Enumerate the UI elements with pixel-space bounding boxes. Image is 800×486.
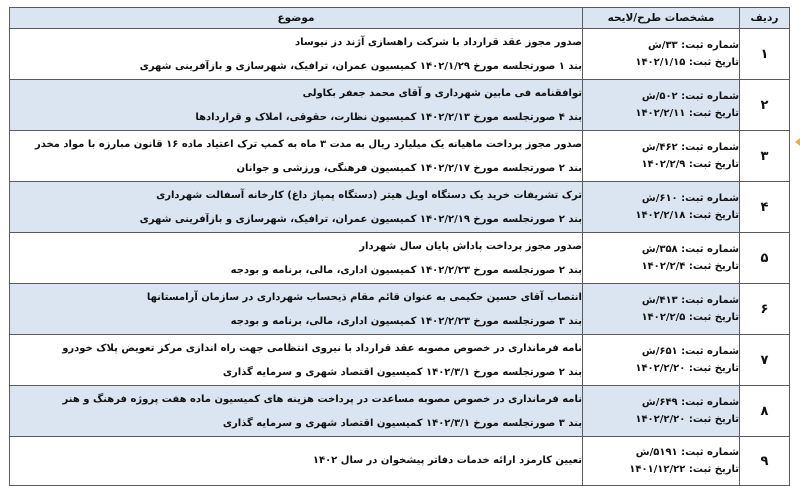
table-row	[10, 233, 790, 284]
row-number: ۶	[740, 284, 790, 335]
spec-cell	[583, 335, 740, 386]
registration-date: تاریخ ثبت: ۱۴۰۲/۲/۲۰	[635, 414, 739, 425]
subject-title: توافقنامه فی مابین شهرداری و آقای محمد جعفر بکاولی	[302, 87, 582, 99]
subject-clause: بند ۲ صورتجلسه مورخ ۱۴۰۲/۲/۲۳ کمیسیون اداری، مالی، برنامه و بودجه	[230, 264, 582, 276]
table-row	[10, 386, 790, 437]
subject-title: صدور مجوز پرداخت پاداش پایان سال شهردار	[359, 240, 582, 252]
subject-title: نامه فرمانداری در خصوص مصوبه عقد قرارداد با نیروی انتظامی جهت راه اندازی مرکز تعویض پلاک خودرو	[62, 342, 582, 354]
row-number: ۵	[740, 233, 790, 284]
subject-cell	[10, 386, 583, 437]
header-subject: موضوع	[10, 8, 583, 29]
row-number: ۳	[740, 131, 790, 182]
registration-date: تاریخ ثبت: ۱۴۰۲/۲/۵	[641, 312, 739, 323]
spec-cell	[583, 233, 740, 284]
resolutions-table	[9, 7, 790, 486]
header-row	[10, 8, 790, 29]
row-number: ۱	[740, 29, 790, 80]
spec-cell	[583, 80, 740, 131]
table-row	[10, 80, 790, 131]
registration-date: تاریخ ثبت: ۱۴۰۲/۲/۱۱	[635, 108, 739, 119]
registration-number: شماره ثبت: ۵۰۲/ش	[641, 91, 739, 102]
spec-cell	[583, 284, 740, 335]
subject-cell	[10, 131, 583, 182]
table-row	[10, 284, 790, 335]
row-number: ۹	[740, 437, 790, 486]
subject-cell	[10, 437, 583, 486]
subject-clause: بند ۱ صورتجلسه مورخ ۱۴۰۲/۱/۲۹ کمیسیون عمران، ترافیک، شهرسازی و بازآفرینی شهری	[139, 60, 582, 72]
table-row	[10, 182, 790, 233]
subject-cell	[10, 233, 583, 284]
registration-number: شماره ثبت: ۶۱۰/ش	[641, 193, 739, 204]
subject-clause: بند ۴ صورتجلسه مورخ ۱۴۰۲/۲/۱۳ کمیسیون نظارت، حقوقی، املاک و قراردادها	[195, 111, 582, 123]
subject-cell	[10, 182, 583, 233]
registration-date: تاریخ ثبت: ۱۴۰۲/۲/۱۸	[635, 210, 739, 221]
registration-date: تاریخ ثبت: ۱۴۰۲/۲/۹	[641, 159, 739, 170]
registration-number: شماره ثبت: ۶۴۹/ش	[641, 397, 739, 408]
subject-title: ترک تشریفات خرید یک دستگاه اویل هیتر (دستگاه پمپاژ داغ) کارخانه آسفالت شهرداری	[156, 189, 582, 201]
subject-title: تعیین کارمزد ارائه خدمات دفاتر پیشخوان در سال ۱۴۰۲	[312, 455, 582, 466]
subject-cell	[10, 284, 583, 335]
spec-cell	[583, 131, 740, 182]
registration-number: شماره ثبت: ۶۵۱/ش	[641, 346, 739, 357]
subject-clause: بند ۳ صورتجلسه مورخ ۱۴۰۲/۲/۲۳ کمیسیون اداری، مالی، برنامه و بودجه	[230, 315, 582, 327]
registration-number: شماره ثبت: ۴۱۳/ش	[641, 295, 739, 306]
table-row	[10, 131, 790, 182]
row-number: ۸	[740, 386, 790, 437]
registration-date: تاریخ ثبت: ۱۴۰۱/۱۲/۲۲	[629, 464, 739, 475]
row-number: ۷	[740, 335, 790, 386]
registration-number: شماره ثبت: ۳۵۸/ش	[641, 244, 739, 255]
subject-cell	[10, 29, 583, 80]
spec-cell	[583, 437, 740, 486]
header-spec: مشخصات طرح/لایحه	[583, 8, 740, 29]
table-row	[10, 437, 790, 486]
spec-cell	[583, 386, 740, 437]
registration-date: تاریخ ثبت: ۱۴۰۲/۲/۴	[641, 261, 739, 272]
row-number: ۴	[740, 182, 790, 233]
subject-title: صدور مجوز عقد قرارداد با شرکت راهسازی آژند دز نیوساد	[295, 36, 582, 48]
subject-clause: بند ۲ صورتجلسه مورخ ۱۴۰۲/۲/۱۹ کمیسیون عمران، ترافیک، شهرسازی و بازآفرینی شهری	[139, 213, 582, 225]
table-row	[10, 29, 790, 80]
subject-cell	[10, 335, 583, 386]
registration-date: تاریخ ثبت: ۱۴۰۲/۱/۱۵	[635, 57, 739, 68]
table-row	[10, 335, 790, 386]
subject-title: انتصاب آقای حسین حکیمی به عنوان قائم مقام ذیحساب شهرداری در سازمان آرامستانها	[146, 291, 582, 303]
registration-number: شماره ثبت: ۳۳/ش	[647, 40, 739, 51]
spec-cell	[583, 29, 740, 80]
subject-clause: بند ۲ صورتجلسه مورخ ۱۴۰۲/۳/۱ کمیسیون اقتصاد شهری و سرمایه گذاری	[222, 366, 582, 378]
subject-clause: بند ۲ صورتجلسه مورخ ۱۴۰۲/۲/۱۷ کمیسیون فرهنگی، ورزشی و جوانان	[236, 162, 582, 174]
subject-cell	[10, 80, 583, 131]
subject-title: صدور مجوز پرداخت ماهیانه یک میلیارد ریال به مدت ۳ ماه به کمپ ترک اعتیاد ماده ۱۶ قانون مبارزه با مواد مخدر	[34, 138, 582, 150]
registration-date: تاریخ ثبت: ۱۴۰۲/۲/۲۰	[635, 363, 739, 374]
spec-cell	[583, 182, 740, 233]
subject-title: نامه فرمانداری در خصوص مصوبه مساعدت در پرداخت هزینه های کمیسیون ماده هفت پروژه فرهنگ و هنر	[62, 393, 582, 405]
registration-number: شماره ثبت: ۴۶۲/ش	[641, 142, 739, 153]
header-row-no: ردیف	[740, 8, 790, 29]
page-pointer-icon	[795, 138, 800, 146]
registration-number: شماره ثبت: ۵۱۹۱/ش	[635, 447, 739, 458]
subject-clause: بند ۳ صورتجلسه مورخ ۱۴۰۲/۳/۱ کمیسیون اقتصاد شهری و سرمایه گذاری	[222, 417, 582, 429]
row-number: ۲	[740, 80, 790, 131]
